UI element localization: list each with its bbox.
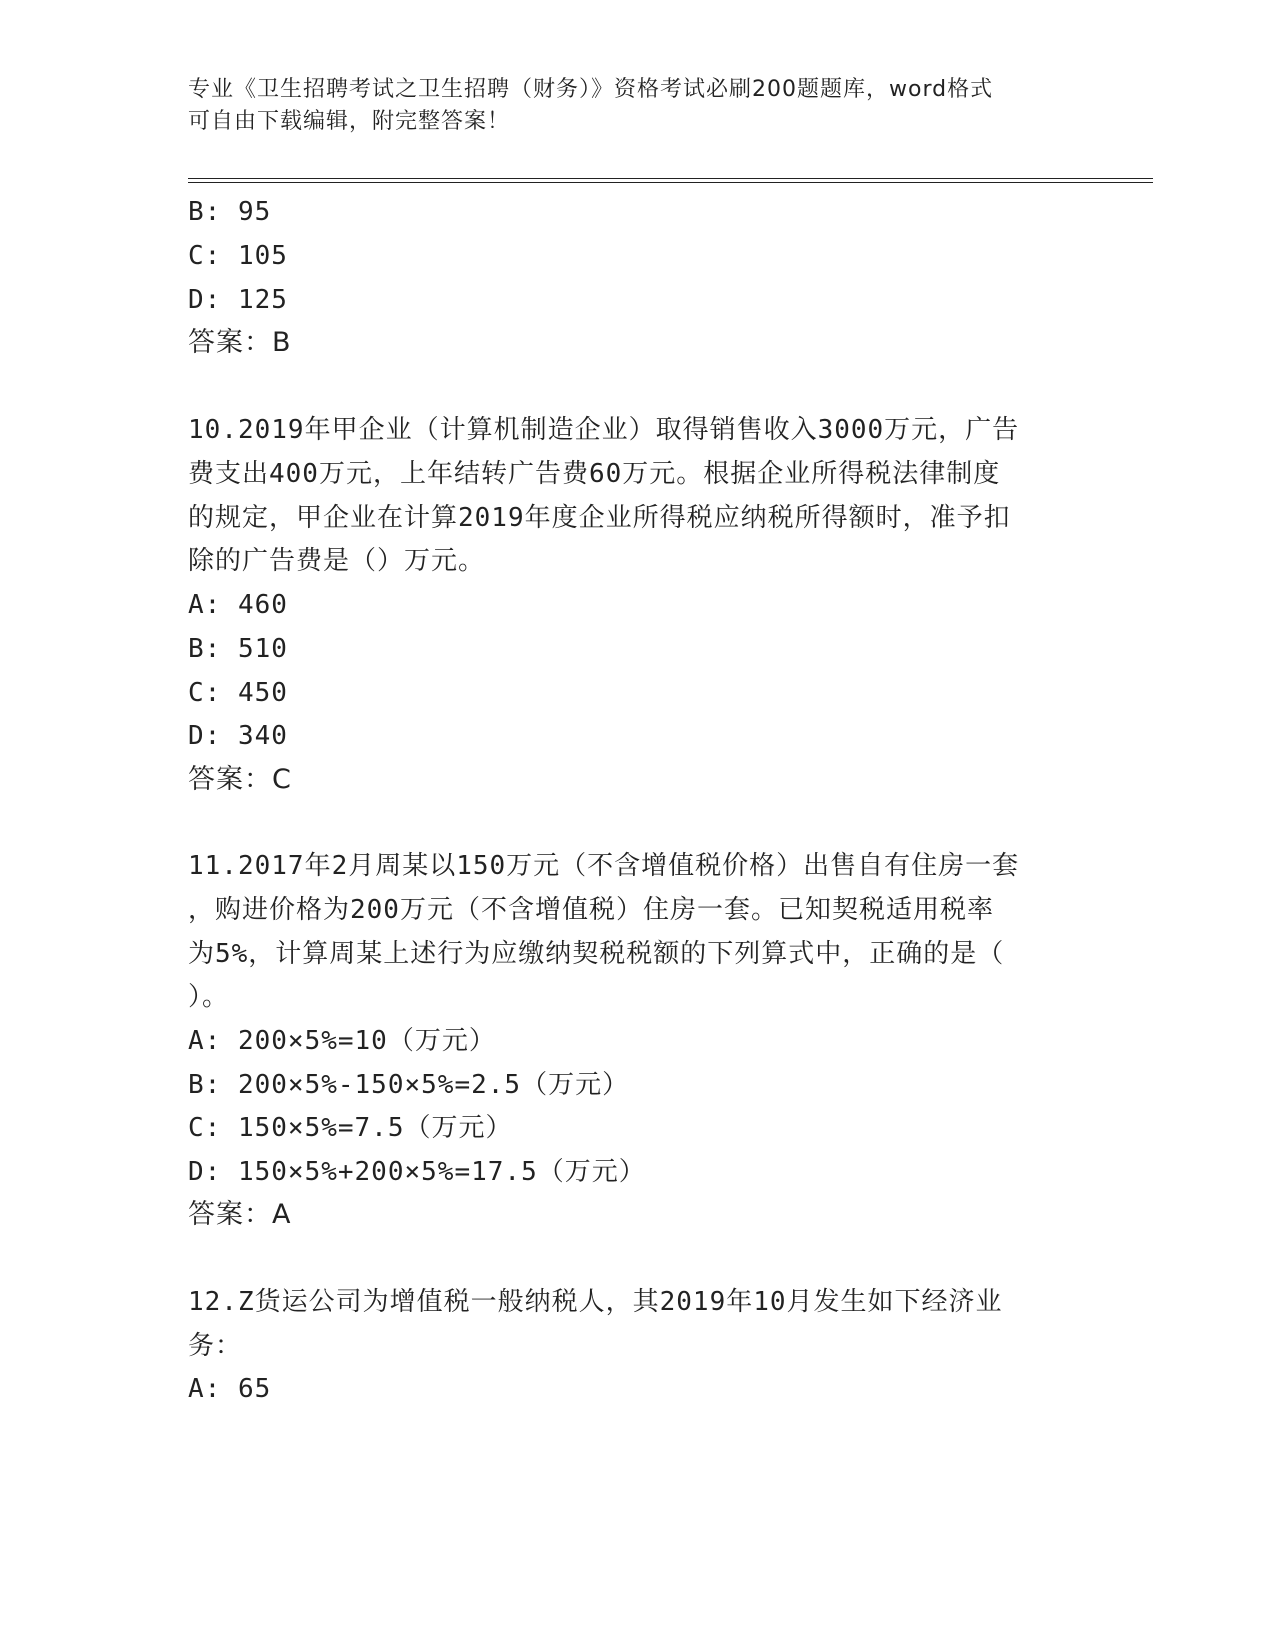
q10-text-line-2: 费支出400万元，上年结转广告费60万元。根据企业所得税法律制度	[188, 459, 1001, 489]
document-header	[188, 74, 1068, 138]
q11-option-a: A: 200×5%=10（万元）	[188, 1026, 496, 1056]
q9-option-d: D: 125	[188, 285, 288, 315]
q9-option-b: B: 95	[188, 197, 272, 227]
q11-option-c: C: 150×5%=7.5（万元）	[188, 1113, 513, 1143]
q12-text-line-1: 12.Z货运公司为增值税一般纳税人，其2019年10月发生如下经济业	[188, 1287, 1003, 1317]
q10-text-line-3: 的规定，甲企业在计算2019年度企业所得税应纳税所得额时，准予扣	[188, 503, 1011, 533]
q11-text-line-1: 11.2017年2月周某以150万元（不含增值税价格）出售自有住房一套	[188, 851, 1020, 881]
q9-option-c: C: 105	[188, 241, 288, 271]
q11-text-line-3: 为5%，计算周某上述行为应缴纳契税税额的下列算式中，正确的是（	[188, 939, 1005, 969]
q11-text-line-2: ，购进价格为200万元（不含增值税）住房一套。已知契税适用税率	[188, 895, 994, 925]
q12-text-line-2: 务：	[188, 1331, 243, 1361]
q12-option-a: A: 65	[188, 1374, 272, 1404]
q10-text-line-1: 10.2019年甲企业（计算机制造企业）取得销售收入3000万元，广告	[188, 415, 1020, 445]
q10-option-d: D: 340	[188, 721, 288, 751]
q11-option-d: D: 150×5%+200×5%=17.5（万元）	[188, 1157, 646, 1187]
q11-answer: 答案：A	[188, 1199, 292, 1230]
header-title-line-1: 专业《卫生招聘考试之卫生招聘（财务）》资格考试必刷200题题库，word格式	[188, 77, 994, 102]
header-divider-top	[188, 178, 1153, 179]
q10-text-line-4: 除的广告费是（）万元。	[188, 546, 486, 576]
q10-option-b: B: 510	[188, 634, 288, 664]
q9-answer: 答案：B	[188, 327, 292, 358]
q10-option-a: A: 460	[188, 590, 288, 620]
q10-answer: 答案：C	[188, 764, 292, 795]
q11-option-b: B: 200×5%-150×5%=2.5（万元）	[188, 1070, 630, 1100]
header-title-line-2: 可自由下载编辑，附完整答案！	[188, 109, 511, 134]
header-divider-bottom	[188, 182, 1153, 183]
q10-option-c: C: 450	[188, 678, 288, 708]
q11-text-line-4: ）。	[188, 982, 230, 1012]
